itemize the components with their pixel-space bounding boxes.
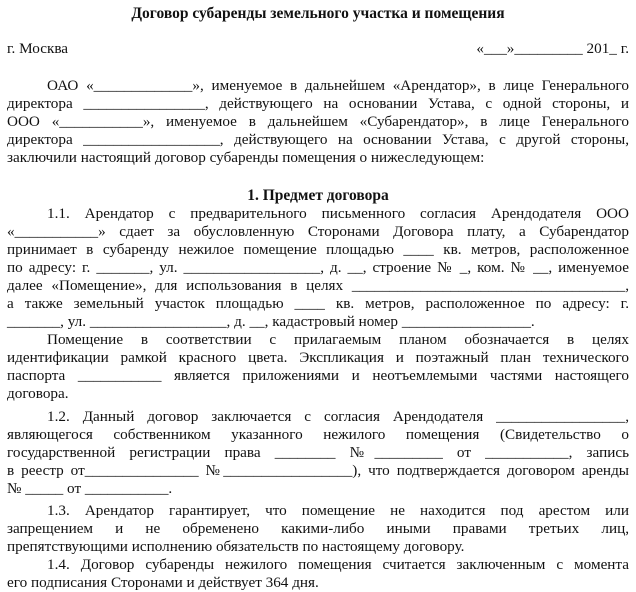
text-line: запрещением и не обременено какими-либо иными правами третьих лиц, [7,520,629,537]
text-line: идентификации рамкой красного цвета. Экспликация и поэтажный план технического [7,349,629,366]
text-line: 1.1. Арендатор с предварительного письменного согласия Арендодателя ООО [47,205,629,222]
text-line: в реестр от_______________ №_________________), что подтверждается договором аренды [7,462,629,479]
text-line: ООО «___________», именуемое в дальнейшем «Субарендатор», в лице Генерального [7,113,629,130]
text-line: паспорта ___________ является приложениями и неотъемлемыми частями настоящего [7,367,629,384]
section-heading: 1. Предмет договора [247,187,389,204]
text-line: директора ________________, действующего на основании Устава, с одной стороны, и [7,95,629,112]
text-line: препятствующими исполнению обязательств по настоящему договору. [7,538,465,555]
document-title: Договор субаренды земельного участка и помещения [131,5,505,22]
text-line: государственной регистрации права ________ №_________ от ___________, запись [7,444,629,461]
text-line: договора. [7,385,69,402]
text-line: являющегося собственником указанного нежилого помещения (Свидетельство о [7,426,629,443]
city-label: г. Москва [7,40,69,57]
text-line: 1.4. Договор субаренды нежилого помещения считается заключенным с момента [47,556,629,573]
text-line: директора __________________, действующего на основании Устава, с другой стороны, [7,131,629,148]
text-line: принимает в субаренду нежилое помещение площадью ____ кв. метров, расположенное [7,241,629,258]
text-line: «___________» сдает за обусловленную Сторонами Договора плату, а Субарендатор [7,223,629,240]
text-line: ОАО «_____________», именуемое в дальнейшем «Арендатор», в лице Генерального [47,77,629,94]
text-line: по адресу: г. _______, ул. __________________, д. __, строение № _, ком. № __, именуемое [7,259,629,276]
text-line: 1.3. Арендатор гарантирует, что помещение не находится под арестом или [47,502,629,519]
text-line: а также земельный участок площадью ____ кв. метров, расположенное по адресу: г. [7,295,629,312]
date-placeholder: «___»_________ 201_ г. [476,40,629,57]
text-line: № _____ от ___________. [7,480,173,497]
text-line: Помещение в соответствии с прилагаемым планом обозначается в целях [47,331,629,348]
text-line: 1.2. Данный договор заключается с согласия Арендодателя _________________, [47,408,629,425]
text-line: заключили настоящий договор субаренды помещения о нижеследующем: [7,149,485,166]
text-line: _______, ул. __________________, д. __, кадастровый номер _________________. [7,313,535,330]
text-line: далее «Помещение», для использования в целях ____________________________________, [7,277,629,294]
text-line: его подписания Сторонами и действует 364 дня. [7,574,319,591]
